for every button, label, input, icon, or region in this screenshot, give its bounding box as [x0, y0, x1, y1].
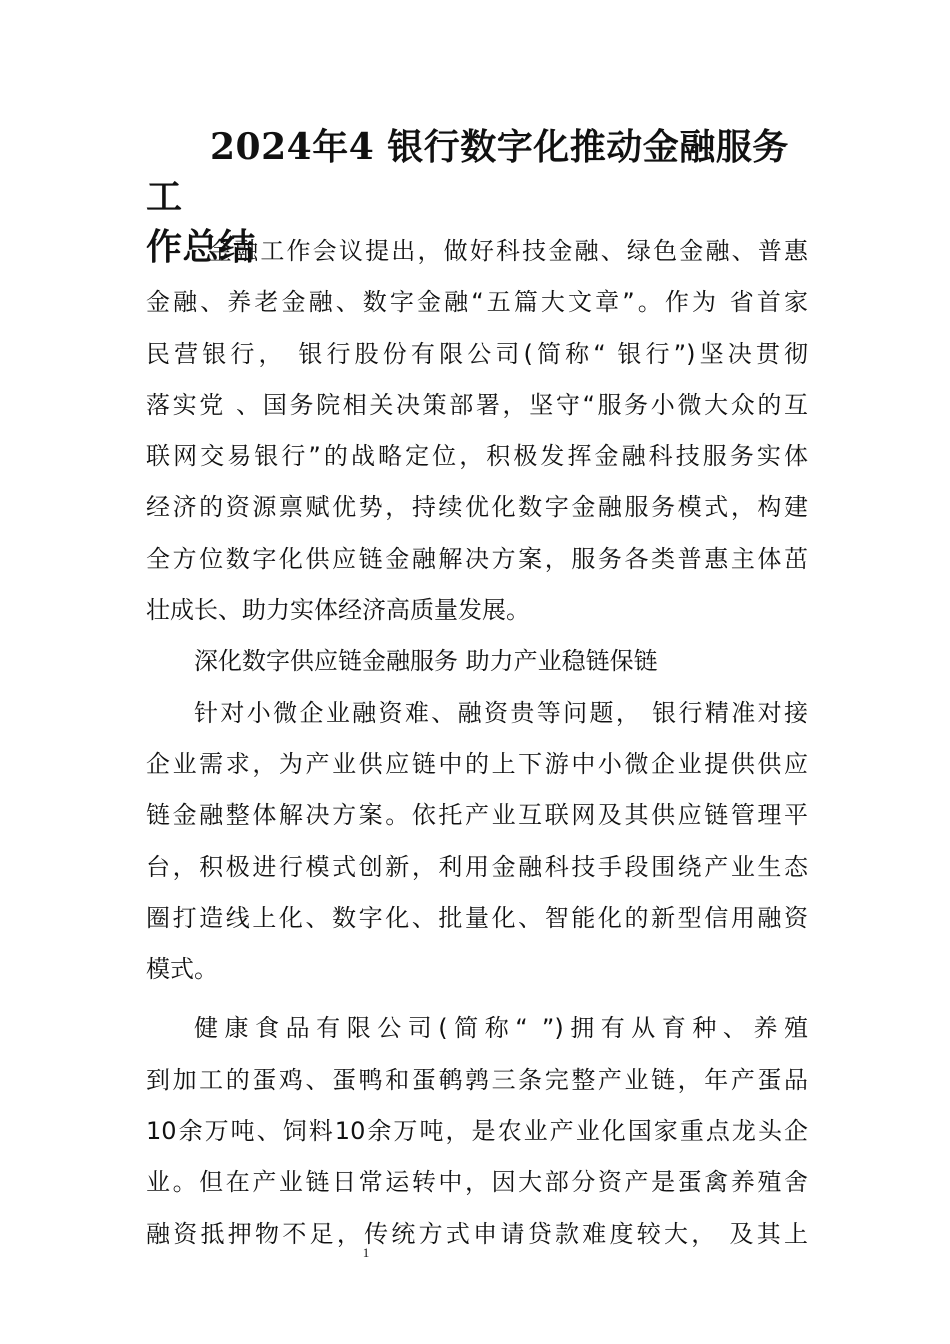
- paragraph-2-line-4: 台，积极进行模式创新，利用金融科技手段围绕产业生态: [146, 852, 808, 881]
- paragraph-3-line-3: 10余万吨、饲料10余万吨，是农业产业化国家重点龙头企: [146, 1117, 808, 1146]
- paragraph-1-line-2: 金融、养老金融、数字金融“五篇大文章”。作为 省首家: [146, 288, 808, 317]
- paragraph-3-line-5: 融资抵押物不足，传统方式申请贷款难度较大， 及其上: [146, 1219, 808, 1248]
- paragraph-3-line-1: 健康食品有限公司(简称“ ”)拥有从育种、养殖: [194, 1014, 808, 1043]
- page-number: 1: [362, 1245, 370, 1260]
- paragraph-2-line-6: 模式。: [146, 955, 218, 984]
- paragraph-2-line-3: 链金融整体解决方案。依托产业互联网及其供应链管理平: [146, 801, 808, 830]
- title-line-2: 作总结: [146, 226, 256, 268]
- paragraph-2-line-5: 圈打造线上化、数字化、批量化、智能化的新型信用融资: [146, 903, 808, 932]
- paragraph-1-line-1: 金融工作会议提出，做好科技金融、绿色金融、普惠: [208, 237, 808, 265]
- paragraph-2-line-1: 针对小微企业融资难、融资贵等问题， 银行精准对接: [194, 698, 808, 727]
- document-body: [146, 226, 808, 1260]
- paragraph-3-line-4: 业。但在产业链日常运转中，因大部分资产是蛋禽养殖舍: [146, 1168, 808, 1197]
- paragraph-1-line-5: 联网交易银行”的战略定位，积极发挥金融科技服务实体: [146, 442, 808, 471]
- paragraph-1-line-6: 经济的资源禀赋优势，持续优化数字金融服务模式，构建: [146, 493, 808, 522]
- title-line-1: 2024年4 银行数字化推动金融服务工: [146, 126, 789, 218]
- paragraph-2-line-2: 企业需求，为产业供应链中的上下游中小微企业提供供应: [146, 749, 808, 778]
- paragraph-1-line-8: 壮成长、助力实体经济高质量发展。: [146, 596, 530, 625]
- paragraph-3-line-2: 到加工的蛋鸡、蛋鸭和蛋鹌鹑三条完整产业链，年产蛋品: [146, 1065, 808, 1094]
- section-heading: 深化数字供应链金融服务 助力产业稳链保链: [194, 647, 658, 676]
- paragraph-1-line-7: 全方位数字化供应链金融解决方案，服务各类普惠主体茁: [146, 544, 808, 573]
- paragraph-1-line-4: 落实党 、国务院相关决策部署，坚守“服务小微大众的互: [146, 390, 808, 419]
- paragraph-1-line-3: 民营银行， 银行股份有限公司(简称“ 银行”)坚决贯彻: [146, 339, 808, 368]
